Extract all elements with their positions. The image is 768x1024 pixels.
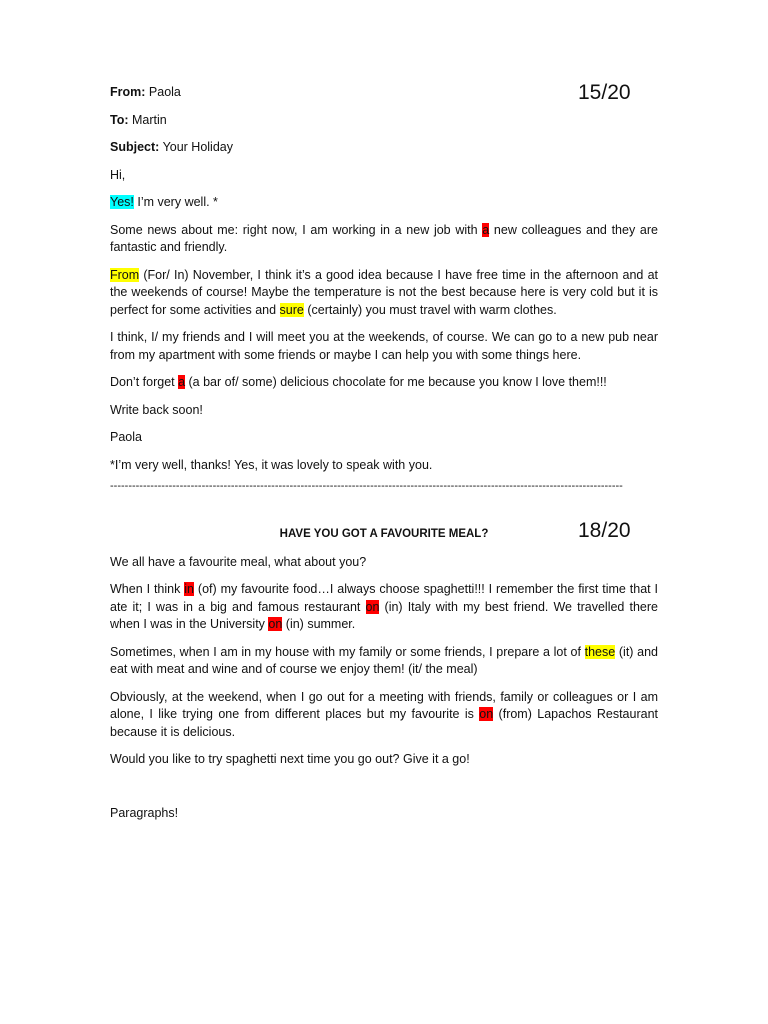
highlight-error: on (479, 707, 494, 721)
essay-paragraph-4: Would you like to try spaghetti next time you go out? Give it a go! (110, 752, 470, 766)
text: (in) summer. (282, 617, 356, 631)
text: Some news about me: right now, I am working in a new job with (110, 222, 483, 237)
email-paragraph-3 (110, 267, 658, 320)
subject-value: Your Holiday (162, 140, 233, 154)
highlight-error: on (365, 599, 380, 614)
from-label: From: (110, 85, 146, 99)
text: (For/ In) November, I think it’s a good idea because I have free time in the afternoon and at the weekends of course! Maybe the temperature is not the best because here is very cold but it is perfect for some activities and (110, 267, 658, 317)
email-to (110, 112, 658, 130)
essay-paragraph-2 (110, 644, 658, 679)
email-signature: Paola (110, 430, 142, 444)
from-value: Paola (148, 85, 181, 99)
highlight-error: a (482, 222, 490, 237)
email-paragraph-5 (110, 374, 658, 392)
highlight-correction: From (110, 267, 140, 282)
essay-paragraph-3 (110, 689, 658, 742)
email-paragraph-4: I think, I/ my friends and I will meet you at the weekends, of course. We can go to a new pub near from my apartment with some friends or maybe I can help you with some things here. (110, 330, 658, 362)
divider: -------------------------------------------------------------------------------------------------------------------------------------------- (110, 480, 623, 492)
essay-closing: Paragraphs! (110, 805, 179, 820)
text: Obviously, at the weekend, when I go out for a meeting with friends, family or colleagues or I am alone, I like trying one from different places but my favourite is (110, 689, 658, 721)
text: (of) my favourite food…I always choose spaghetti!!! I remember the first time that I ate it; I was in a big and famous restaurant (110, 582, 659, 614)
highlight-error: in (184, 582, 195, 596)
text: (it) and eat with meat and wine and of course we enjoy them! (it/ the meal) (110, 644, 658, 676)
subject-label: Subject: (110, 140, 160, 154)
highlight-error: on (268, 617, 283, 631)
essay-paragraph-1 (110, 581, 658, 634)
score-1: 15/20 (578, 81, 631, 104)
highlight-correction: these (584, 644, 616, 659)
score-2: 18/20 (578, 519, 631, 542)
highlight-correction: sure (279, 302, 304, 317)
email-paragraph-1 (110, 194, 658, 212)
text: (in) Italy with my best friend. We travelled there when I was in the University (110, 599, 658, 631)
text: new colleagues and they are fantastic and friendly. (110, 222, 658, 254)
highlight-error: a (178, 375, 186, 389)
to-value: Martin (132, 112, 167, 127)
text: (from) Lapachos Restaurant because it is delicious. (110, 707, 658, 739)
email-subject (110, 139, 658, 157)
email-greeting: Hi, (110, 167, 126, 182)
essay-intro: We all have a favourite meal, what about you? (110, 554, 367, 569)
text: I’m very well. * (133, 195, 218, 209)
highlight-yes: Yes! (110, 195, 134, 209)
email-write-back: Write back soon! (110, 402, 203, 417)
text: Don’t forget (110, 375, 179, 389)
text: (a bar of/ some) delicious chocolate for me because you know I love them!!! (185, 375, 607, 389)
email-from (110, 84, 658, 102)
text: When I think (110, 582, 185, 596)
email-footnote: *I’m very well, thanks! Yes, it was lovely to speak with you. (110, 457, 433, 472)
email-paragraph-2 (110, 222, 658, 257)
document-body (110, 84, 658, 832)
to-label: To: (110, 112, 129, 127)
text: Sometimes, when I am in my house with my family or some friends, I prepare a lot of (110, 644, 585, 659)
essay-title: HAVE YOU GOT A FAVOURITE MEAL? (279, 528, 489, 540)
text: (certainly) you must travel with warm clothes. (303, 302, 557, 317)
